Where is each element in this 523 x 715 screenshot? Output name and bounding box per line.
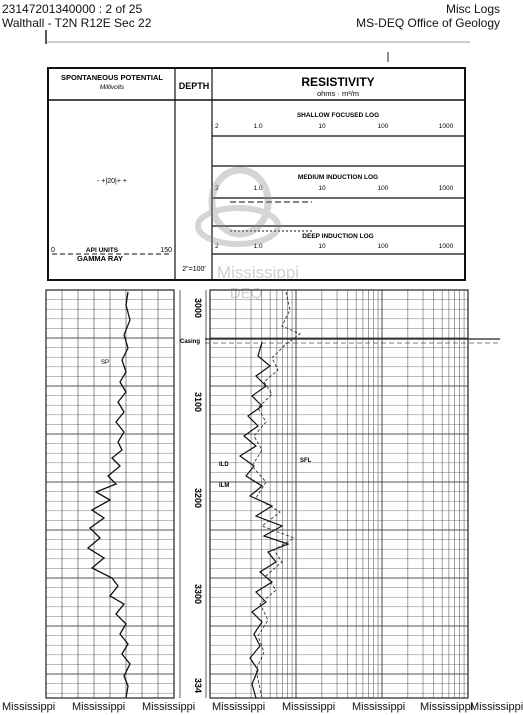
footer-label: Mississippi [2,701,56,713]
track-1-tick: 10 [318,123,326,130]
track-3-tick: 2 [215,243,219,250]
sp-gamma-track-grid [46,290,174,698]
track-2-tick: 10 [318,185,326,192]
track-1-tick: 1.0 [253,123,263,130]
gamma-right-value: 150 [160,247,172,254]
footer-label: Mississippi [420,701,474,713]
depth-label: 3300 [193,584,203,605]
agency-label: MS-DEQ Office of Geology [356,16,500,30]
sp-title: SPONTANEOUS POTENTIAL [61,73,163,82]
track-1-title: SHALLOW FOCUSED LOG [296,112,380,119]
sfl-curve-label: SFL [300,458,312,464]
track-3-tick: 100 [377,243,389,250]
gamma-left-value: 0 [51,247,55,254]
depth-label: 3100 [193,392,203,413]
category-label: Misc Logs [445,2,500,16]
track-2-tick: 1.0 [253,185,263,192]
depth-note: 2"=100' [182,266,206,273]
ild-curve-label: ILD [219,462,229,468]
track-3-tick: 1.0 [253,243,263,250]
resistivity-title: RESISTIVITY [301,75,375,89]
depth-label: 3000 [193,298,203,319]
location-label: Walthall - T2N R12E Sec 22 [2,16,152,30]
watermark-line-2: DEQ [229,285,263,302]
sp-scale: - +|20|+ + [97,178,127,185]
gamma-title: GAMMA RAY [76,254,124,263]
track-3-title: DEEP INDUCTION LOG [302,233,374,240]
document-id: 23147201340000 : 2 of 25 [2,2,143,16]
track-2-tick: 2 [215,185,219,192]
ilm-curve-label: ILM [219,483,230,489]
depth-label: 3200 [193,488,203,509]
sp-marker-label: SP [101,360,110,366]
track-2-title: MEDIUM INDUCTION LOG [297,174,379,181]
footer-label: Mississippi [142,701,196,713]
depth-column [193,298,203,693]
resistivity-track-grid [210,290,468,698]
track-1-tick: 2 [215,123,219,130]
depth-title: DEPTH [178,81,210,91]
footer-label: Mississippi [212,701,266,713]
track-3-tick: 10 [318,243,326,250]
footer-label: Mississippi [352,701,406,713]
track-2-tick: 1000 [438,185,454,192]
mississippi-deq-watermark [198,170,299,302]
track-1-tick: 100 [377,123,389,130]
track-3-tick: 1000 [438,243,454,250]
casing-label: Casing [180,339,201,345]
gamma-units: API UNITS [85,247,119,254]
track-2-tick: 100 [377,185,389,192]
well-log-scan [0,30,504,698]
watermark-line-1: Mississippi [216,263,300,282]
track-1-tick: 1000 [438,123,454,130]
footer-label: Mississippi [282,701,336,713]
footer-label: Mississippi [470,701,523,713]
sp-units: Millivolts [99,84,125,91]
depth-label: 334 [193,678,203,694]
resistivity-units: ohms · m²/m [316,89,360,98]
footer-watermark-strip [0,700,523,715]
sp-curve [88,292,130,698]
footer-label: Mississippi [72,701,126,713]
